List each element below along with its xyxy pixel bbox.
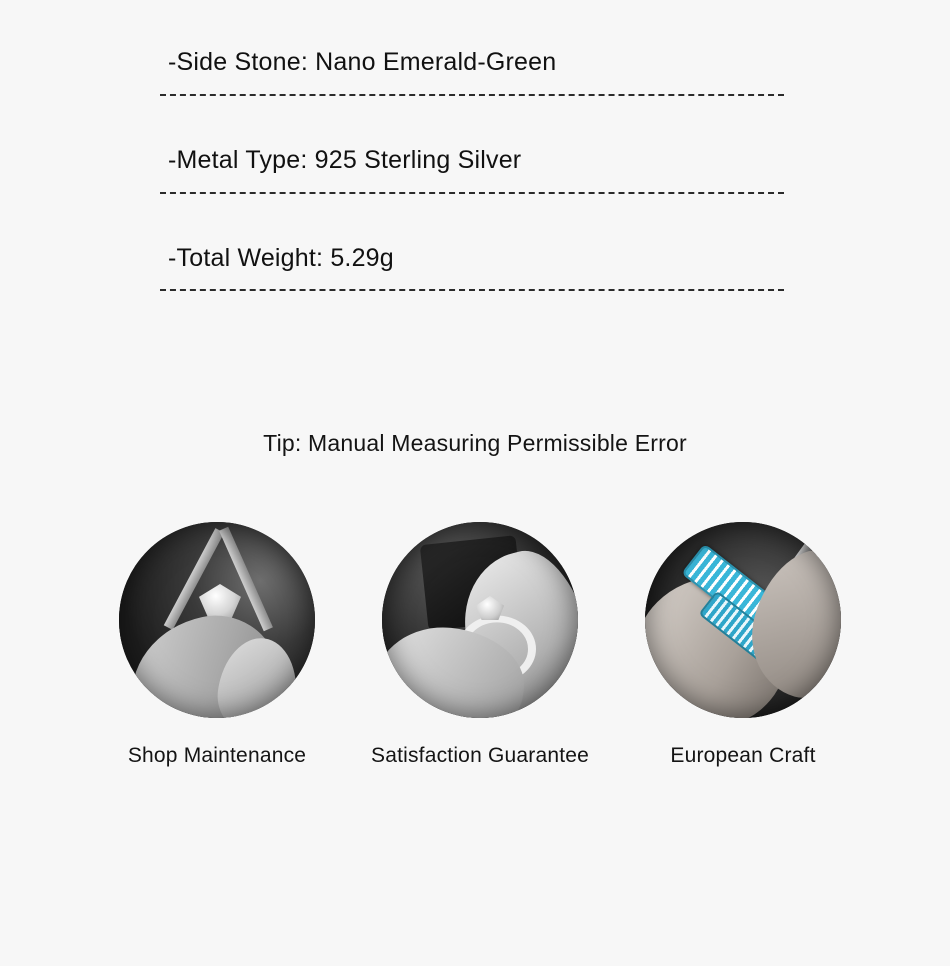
spec-total-weight: -Total Weight: 5.29g — [168, 243, 394, 272]
ring-in-box-photo — [382, 522, 578, 718]
spec-side-stone: -Side Stone: Nano Emerald-Green — [168, 48, 557, 76]
spec-row — [160, 242, 790, 292]
ring-inspection-photo — [119, 522, 315, 718]
feature-caption: Satisfaction Guarantee — [370, 744, 590, 767]
spec-divider — [160, 192, 784, 194]
spec-metal-type: -Metal Type: 925 Sterling Silver — [168, 145, 522, 174]
feature-item — [370, 522, 590, 768]
measuring-tip-text: Tip: Manual Measuring Permissible Error — [263, 430, 687, 456]
spec-divider — [160, 94, 784, 96]
feature-caption: Shop Maintenance — [127, 744, 307, 767]
spec-divider — [160, 289, 784, 291]
spec-row — [160, 144, 790, 194]
spec-row — [160, 46, 790, 96]
specification-list — [160, 46, 790, 339]
ring-sizer-photo — [645, 522, 841, 718]
feature-badges — [110, 522, 850, 768]
feature-item — [110, 522, 324, 768]
feature-caption: European Craft — [670, 744, 816, 767]
feature-item — [636, 522, 850, 768]
